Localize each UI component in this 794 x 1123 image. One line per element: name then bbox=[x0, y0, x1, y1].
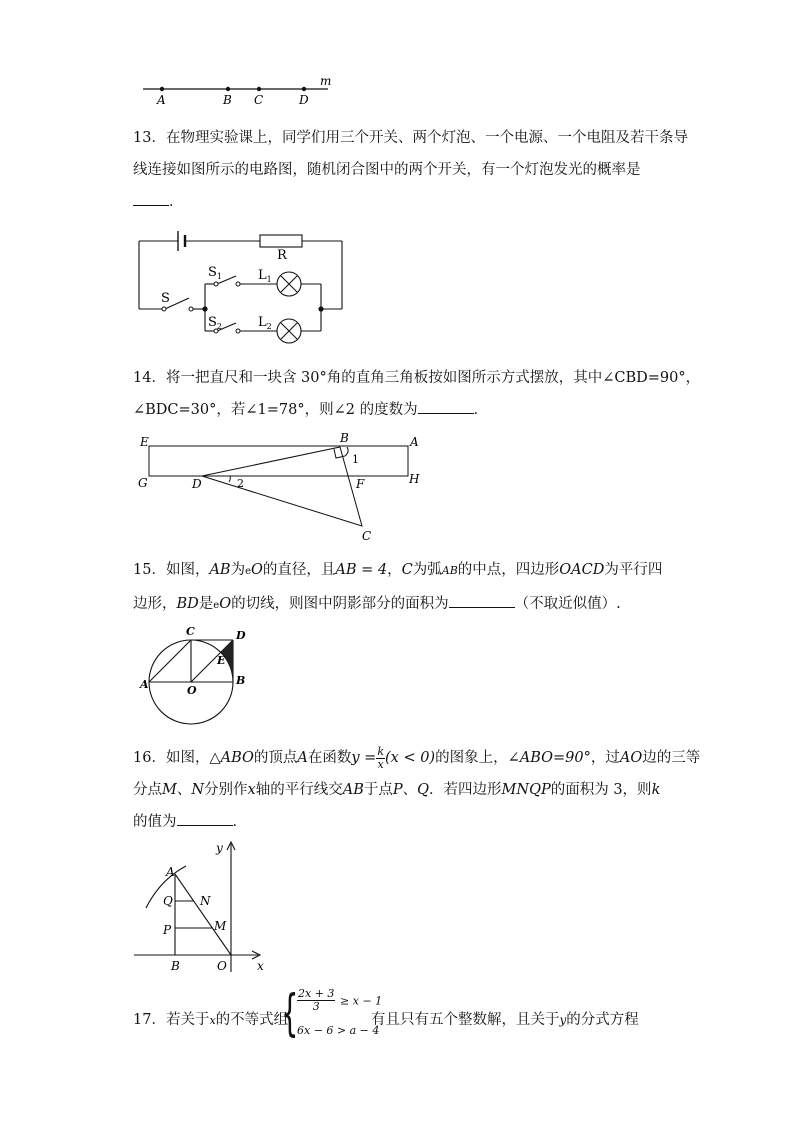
q15-line-1: 15．如图，AB为eO的直径，且AB = 4，C为弧AB的中点，四边形OACD为平行四 bbox=[133, 562, 663, 578]
label-b: B bbox=[340, 431, 349, 445]
label-q: Q bbox=[163, 894, 173, 908]
label-c: C bbox=[186, 625, 195, 638]
lamp-l1-label: $L_1$ bbox=[258, 268, 272, 284]
right-angle-mark-b bbox=[334, 449, 345, 458]
segment-od bbox=[191, 640, 233, 682]
q15-line-2: 边形，BD是eO的切线，则图中阴影部分的面积为 （不取近似值）. bbox=[133, 588, 665, 622]
q13-line-2: 线连接如图所示的电路图，随机闭合图中的两个开关，有一个灯泡发光的概率是 bbox=[133, 162, 641, 178]
q15-answer-blank[interactable] bbox=[449, 593, 515, 608]
point-d-dot bbox=[302, 87, 306, 91]
function-graph-figure bbox=[130, 838, 280, 978]
point-b-label: B bbox=[223, 93, 232, 107]
label-n: N bbox=[200, 894, 211, 908]
q13-line-1: 13．在物理实验课上，同学们用三个开关、两个灯泡、一个电源、一个电阻及若干条导 bbox=[133, 130, 688, 146]
label-b: B bbox=[171, 959, 180, 973]
label-h: H bbox=[409, 472, 420, 486]
label-o: O bbox=[187, 684, 197, 697]
point-c-dot bbox=[257, 87, 261, 91]
switch-s2-contact-b bbox=[236, 329, 240, 333]
switch-s1-contact-b bbox=[236, 282, 240, 286]
label-c: C bbox=[362, 529, 372, 543]
q13-answer-blank[interactable] bbox=[133, 191, 169, 206]
label-x: x bbox=[257, 959, 264, 973]
q14-answer-blank[interactable] bbox=[418, 399, 474, 414]
q16-answer-blank[interactable] bbox=[177, 811, 233, 826]
question-17 bbox=[133, 984, 673, 1048]
label-g: G bbox=[138, 476, 148, 490]
label-b: B bbox=[236, 674, 246, 687]
junction-left bbox=[202, 306, 207, 311]
switch-s1-label: $S_1$ bbox=[208, 265, 222, 281]
switch-s1-contact-a bbox=[214, 282, 218, 286]
label-f: F bbox=[356, 477, 365, 491]
junction-right bbox=[318, 306, 323, 311]
q14-line-2: ∠BDC=30°，若∠1=78°，则∠2 的度数为 bbox=[133, 402, 418, 418]
label-d: D bbox=[236, 629, 246, 642]
k-over-x-fraction: $\frac{k}{x}$ bbox=[377, 744, 384, 771]
switch-s-label: S bbox=[161, 291, 170, 306]
angle-2-arc bbox=[229, 476, 230, 482]
label-d: D bbox=[192, 477, 202, 491]
resistor-r bbox=[260, 235, 302, 247]
point-a-dot bbox=[160, 87, 164, 91]
q16-line-2: 分点M、N分别作x轴的平行线交AB于点P、Q．若四边形MNQP的面积为 3，则k bbox=[133, 782, 661, 798]
inequality-2: 6x − 6 > a − 4 bbox=[297, 1024, 380, 1037]
line-m-label: m bbox=[320, 74, 332, 88]
label-a: A bbox=[140, 678, 149, 691]
label-angle-2: 2 bbox=[237, 477, 244, 490]
angle-1-arc bbox=[345, 447, 348, 456]
label-y: y bbox=[216, 841, 223, 855]
question-13: 13．在物理实验课上，同学们用三个开关、两个灯泡、一个电源、一个电阻及若干条导 线连接如图所示的电路图，随机闭合图中的两个开关，有一个灯泡发光的概率是 ． bbox=[133, 122, 665, 218]
label-angle-1: 1 bbox=[352, 453, 359, 466]
number-line-figure bbox=[140, 72, 340, 110]
resistor-label: R bbox=[277, 248, 287, 263]
label-a: A bbox=[166, 865, 175, 879]
point-c-label: C bbox=[254, 93, 264, 107]
segment-ac bbox=[149, 640, 191, 682]
circle-figure bbox=[134, 622, 264, 730]
switch-s2-label: $S_2$ bbox=[208, 315, 222, 331]
q16-line-1: 16．如图，△ABO的顶点A在函数y = $\frac{k}{x}$ (x < 0)的图象上，∠ABO=90°，过AO边的三等 bbox=[133, 744, 701, 771]
label-o: O bbox=[217, 959, 227, 973]
switch-s-contact-b bbox=[189, 307, 193, 311]
segment-ao bbox=[175, 874, 231, 955]
q16-line-3: 的值为 ． bbox=[133, 806, 665, 838]
label-e: E bbox=[217, 654, 226, 667]
lamp-l2-label: $L_2$ bbox=[258, 315, 272, 331]
inequality-1: $\frac{2x + 3}{3}$ ≥ x − 1 bbox=[298, 987, 383, 1013]
q17-lead: 17．若关于x的不等式组 bbox=[133, 1012, 289, 1028]
ruler bbox=[149, 446, 408, 476]
triangle-bcd bbox=[202, 447, 362, 526]
label-a: A bbox=[410, 435, 419, 449]
point-b-dot bbox=[226, 87, 230, 91]
question-14: 14．将一把直尺和一块含 30°角的直角三角板按如图所示方式摆放，其中∠CBD=90°， ∠BDC=30°，若∠1=78°，则∠2 的度数为 ． bbox=[133, 362, 665, 426]
circuit-diagram bbox=[134, 226, 354, 356]
point-a-label: A bbox=[157, 93, 166, 107]
question-15 bbox=[133, 554, 665, 622]
ruler-triangle-figure bbox=[134, 430, 430, 545]
label-m: M bbox=[214, 919, 227, 933]
system-brace: { bbox=[281, 984, 299, 1042]
label-p: P bbox=[163, 923, 172, 937]
label-e: E bbox=[140, 435, 149, 449]
q14-line-1: 14．将一把直尺和一块含 30°角的直角三角板按如图所示方式摆放，其中∠CBD=90°， bbox=[133, 370, 701, 386]
q17-tail: 有且只有五个整数解，且关于y的分式方程 bbox=[371, 1012, 639, 1028]
point-d-label: D bbox=[299, 93, 309, 107]
switch-s-contact-a bbox=[162, 307, 166, 311]
question-16 bbox=[133, 742, 701, 838]
